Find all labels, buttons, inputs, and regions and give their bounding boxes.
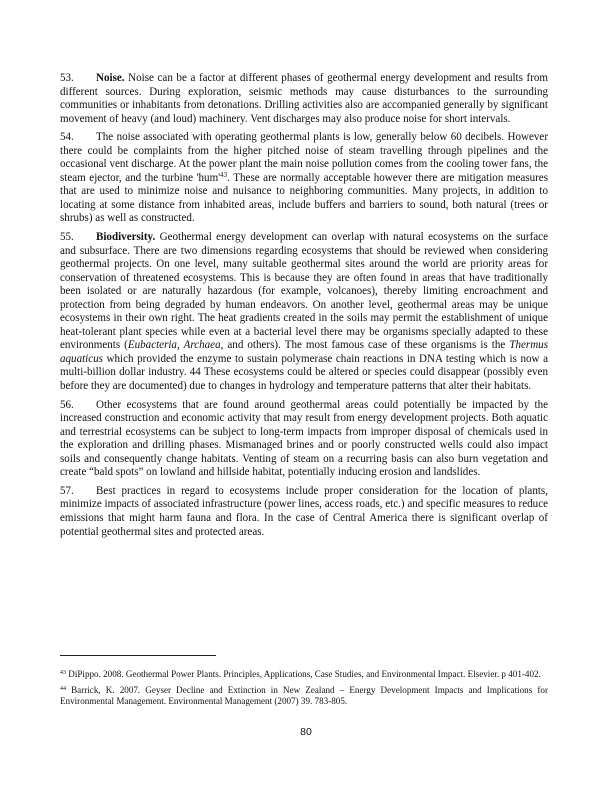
paragraph-text: , and others). The most famous case of these organisms is the [220, 339, 510, 352]
footnotes [60, 669, 548, 713]
paragraph-54 [60, 131, 548, 226]
paragraph-text: Geothermal energy development can overlap with natural ecosystems on the surface and subsurface. There are two dimensions regarding ecosystems that should be reviewed when considering geothermal projects. On one level, many suitable geothermal sites around the world are priority areas for conservation of threatened ecosystems. This is because they are often found in areas that have traditionally been isolated or are naturally hazardous (for example, volcanoes), thereby limiting encroachment and protection from being degraded by human endeavors. On another level, geothermal areas may be unique ecosystems in their own right. The heat gradients created in the soils may permit the establishment of unique heat-tolerant plant species while even at a bacterial level there may be organisms specially adapted to these environments ( [60, 231, 548, 352]
paragraph-text: Noise can be a factor at different phases of geothermal energy development and results from different sources. During exploration, seismic methods may cause disturbances to the surrounding communities or inhabitants from detonations. Drilling activities also are accompanied generally by significant movement of heavy (and loud) machinery. Vent discharges may also produce noise for short intervals. [60, 72, 548, 125]
document-body [60, 72, 548, 544]
footnote-separator [60, 655, 216, 656]
footnote-text: Barrick, K. 2007. Geyser Decline and Extinction in New Zealand – Energy Development Impacts and Implications for Environmental Management. Environmental Management (2007) 39. 783-805. [60, 685, 548, 707]
italic-species: Thermus aquaticus [60, 339, 548, 365]
paragraph-number: 53. [60, 72, 74, 84]
paragraph-number: 56. [60, 398, 74, 411]
paragraph-number: 54. [60, 131, 74, 144]
paragraph-text: . These are normally acceptable however there are mitigation measures that are used to minimize noise and nuisance to neighboring communities. Many projects, in addition to locating at some distance from inhabited areas, include buffers and barriers to sound, both natural (trees or shrubs) as well as constructed. [60, 171, 548, 225]
footnote-44 [60, 685, 548, 707]
paragraph-text: which provided the enzyme to sustain polymerase chain reactions in DNA testing which is now a multi-billion dollar industry. 44 These ecosystems could be altered or species could disappear (possibly even before they are documented) due to changes in hydrology and temperature patterns that alter their habitats. [60, 352, 548, 393]
section-heading-noise: Noise. [96, 72, 125, 84]
italic-taxa: Eubacteria, Archaea [127, 339, 221, 352]
paragraph-number: 55. [60, 231, 74, 244]
page-number: 80 [300, 726, 312, 738]
footnote-43 [60, 669, 548, 680]
paragraph-text: Other ecosystems that are found around geothermal areas could potentially be impacted by the increased construction and economic activity that may result from energy development projects. Both aquatic and terrestrial ecosystems can be subject to long-term impacts from improper disposal of chemicals used in the exploration and drilling phases. Mismanaged brines and or poorly constructed wells could also impact soils and consequently change habitats. Venting of steam on a recurring basis can also burn vegetation and create “bald spots” on lowland and hillside habitat, potentially inducing erosion and landslides. [60, 398, 548, 479]
paragraph-56 [60, 399, 548, 480]
paragraph-57 [60, 485, 548, 539]
paragraph-53 [60, 72, 548, 126]
section-heading-biodiversity: Biodiversity. [96, 231, 156, 244]
footnote-reference-43[interactable]: 43 [220, 170, 228, 179]
footnote-marker: 44 [60, 686, 66, 693]
paragraph-number: 57. [60, 484, 74, 497]
footnote-text: DiPippo. 2008. Geothermal Power Plants. Principles, Applications, Case Studies, and Environmental Impact. Elsevier. p 401-402. [66, 669, 541, 679]
paragraph-text: The noise associated with operating geothermal plants is low, generally below 60 decibels. However there could be complaints from the higher pitched noise of steam travelling through pipelines and the occasional vent discharge. At the power plant the main noise pollution comes from the cooling tower fans, the steam ejector, and the turbine 'hum' [60, 131, 548, 184]
paragraph-55 [60, 231, 548, 394]
footnote-marker: 43 [60, 670, 66, 676]
paragraph-text: Best practices in regard to ecosystems include proper consideration for the location of plants, minimize impacts of associated infrastructure (power lines, access roads, etc.) and specific measures to reduce emissions that might harm fauna and flora. In the case of Central America there is significant overlap of potential geothermal sites and protected areas. [60, 484, 548, 538]
